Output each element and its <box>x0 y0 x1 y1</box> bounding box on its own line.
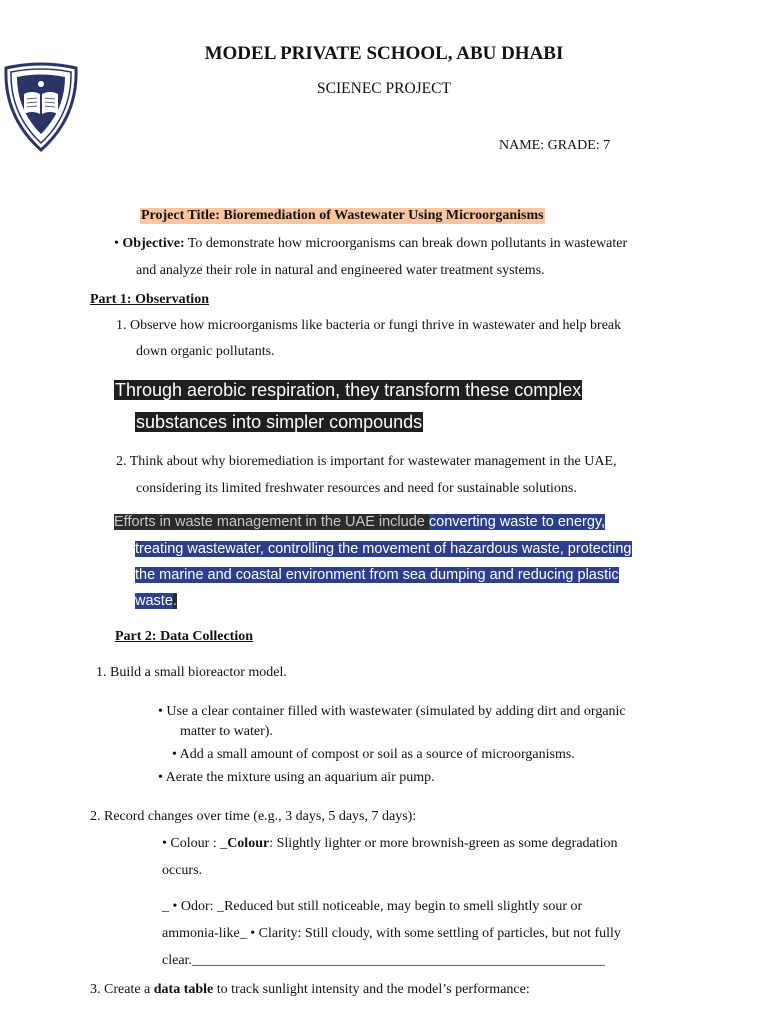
answer-highlight-2-line-3 <box>135 567 619 583</box>
bullet-item-1-cont: matter to water). <box>180 724 273 739</box>
step3-prefix: 3. Create a <box>90 982 154 997</box>
step-1: 1. Build a small bioreactor model. <box>96 665 287 680</box>
answer-highlight-2-line-4 <box>135 593 177 609</box>
school-name: MODEL PRIVATE SCHOOL, ABU DHABI <box>204 43 564 64</box>
answer-highlight-1-line-2 <box>135 412 423 433</box>
bullet-item-3: • Aerate the mixture using an aquarium air pump. <box>158 770 435 785</box>
blue-highlight-text: converting waste to energy, <box>428 514 606 530</box>
gray-highlight-text: Efforts in waste management in the UAE include <box>114 514 429 530</box>
colour-prefix: • Colour : _ <box>162 836 228 851</box>
highlighted-text: substances into simpler compounds <box>136 412 423 432</box>
project-title: Project Title: Bioremediation of Wastewater Using Microorganisms <box>141 208 544 223</box>
objective-label: Objective: <box>122 236 185 251</box>
colour-observation <box>162 836 618 852</box>
blue-highlight-text: waste <box>135 593 173 609</box>
step-3 <box>90 982 530 998</box>
objective-line-1 <box>114 236 627 252</box>
observation-item-1: 1. Observe how microorganisms like bacteria or fungi thrive in wastewater and help break <box>116 318 622 333</box>
clarity-observation-line-3: clear.___________________________________________________________ <box>162 953 605 968</box>
observation-item-1-cont: down organic pollutants. <box>136 344 275 359</box>
colour-text: : Slightly lighter or more brownish-green as some degradation <box>269 836 618 851</box>
step3-suffix: to track sunlight intensity and the model’s performance: <box>213 982 530 997</box>
colour-observation-cont: occurs. <box>162 863 203 878</box>
name-grade-label: NAME: GRADE: 7 <box>499 138 611 153</box>
objective-bullet: • <box>114 236 119 251</box>
step-2: 2. Record changes over time (e.g., 3 days, 5 days, 7 days): <box>90 809 417 824</box>
highlighted-text: Through aerobic respiration, they transform these complex <box>115 380 582 400</box>
odor-observation-line-1: _ • Odor: _Reduced but still noticeable, may begin to smell slightly sour or <box>162 899 583 914</box>
gray-highlight-text: . <box>172 593 177 609</box>
objective-line-2: and analyze their role in natural and engineered water treatment systems. <box>136 263 545 278</box>
observation-item-2-cont: considering its limited freshwater resources and need for sustainable solutions. <box>136 481 577 496</box>
blue-highlight-text: the marine and coastal environment from sea dumping and reducing plastic <box>135 567 619 583</box>
answer-highlight-2-line-1 <box>114 514 605 530</box>
bullet-item-1: • Use a clear container filled with wastewater (simulated by adding dirt and organic <box>158 704 626 719</box>
part2-heading: Part 2: Data Collection <box>115 629 254 644</box>
project-subject: SCIENEC PROJECT <box>317 80 451 97</box>
step3-bold: data table <box>153 982 214 997</box>
colour-label: Colour <box>227 836 270 851</box>
school-crest-logo <box>2 62 80 152</box>
part1-heading: Part 1: Observation <box>90 292 209 307</box>
blue-highlight-text: treating wastewater, controlling the movement of hazardous waste, protecting <box>135 541 632 557</box>
odor-observation-line-2: ammonia-like_ • Clarity: Still cloudy, with some settling of particles, but not fully <box>162 926 621 941</box>
bullet-item-2: • Add a small amount of compost or soil as a source of microorganisms. <box>172 747 575 762</box>
observation-item-2: 2. Think about why bioremediation is important for wastewater management in the UAE, <box>116 454 617 469</box>
answer-highlight-2-line-2 <box>135 541 632 557</box>
answer-highlight-1-line-1 <box>114 380 582 401</box>
objective-text: To demonstrate how microorganisms can break down pollutants in wastewater <box>184 236 628 251</box>
